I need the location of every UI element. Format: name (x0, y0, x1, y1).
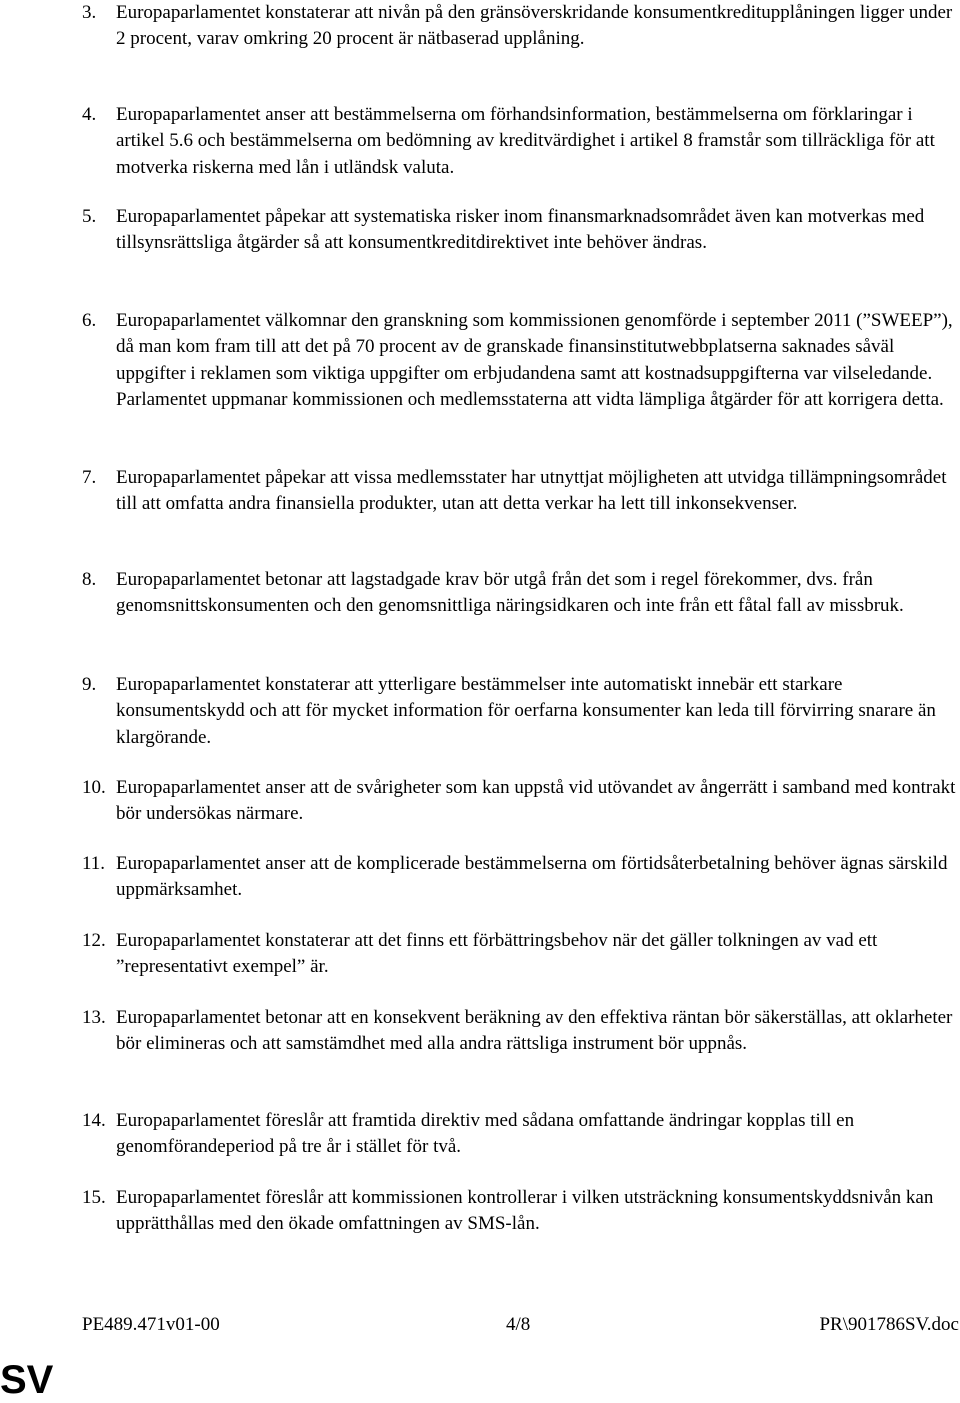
item-text: Europaparlamentet anser att de svårigheter som kan uppstå vid utövandet av ångerrätt i samband med kontrakt bör undersökas närmare. (116, 777, 956, 825)
item-text: Europaparlamentet välkomnar den granskning som kommissionen genomförde i september 2011 (”SWEEP”), då man kom fram till att det på 70 procent av de granskade finansinstitutwebbplatserna saknades såväl uppgifter i reklamen som viktiga uppgifter om erbjudandena samt att kostnadsuppgifterna var vilseledande. Parlamentet uppmanar kommissionen och medlemsstaterna att vidta lämpliga åtgärder för att korrigera detta. (116, 310, 953, 410)
item-text: Europaparlamentet anser att de komplicerade bestämmelserna om förtidsåterbetalning behöver ägnas särskild uppmärksamhet. (116, 853, 948, 901)
item-number: 15. (82, 1187, 106, 1208)
item-number: 5. (82, 206, 97, 227)
item-number: 11. (82, 853, 106, 874)
item-number: 4. (82, 104, 97, 125)
item-number: 3. (82, 2, 97, 23)
item-number: 14. (82, 1110, 106, 1131)
item-number: 7. (82, 467, 97, 488)
document-filename: PR\901786SV.doc (819, 1314, 959, 1335)
item-text: Europaparlamentet påpekar att systematiska risker inom finansmarknadsområdet även kan motverkas med tillsynsrättsliga åtgärder så att konsumentkreditdirektivet inte behöver ändras. (116, 206, 925, 254)
item-text: Europaparlamentet konstaterar att ytterligare bestämmelser inte automatiskt innebär ett starkare konsumentskydd och att för mycket information för oerfarna konsumenter kan leda till förvirring snarare än klargörande. (116, 674, 936, 748)
document-reference: PE489.471v01-00 (82, 1314, 220, 1335)
item-text: Europaparlamentet påpekar att vissa medlemsstater har utnyttjat möjligheten att utvidga tillämpningsområdet till att omfatta andra finansiella produkter, utan att detta verkar ha lett till inkonsekvenser. (116, 467, 947, 515)
item-text: Europaparlamentet betonar att en konsekvent beräkning av den effektiva räntan bör säkerställas, att oklarheter bör elimineras och att samstämdhet med alla andra rättsliga instrument bör uppnås. (116, 1007, 953, 1055)
item-number: 13. (82, 1007, 106, 1028)
item-text: Europaparlamentet föreslår att framtida direktiv med sådana omfattande ändringar kopplas till en genomförandeperiod på tre år i stället för två. (116, 1110, 855, 1158)
page-number: 4/8 (506, 1314, 531, 1335)
item-number: 6. (82, 310, 97, 331)
item-text: Europaparlamentet föreslår att kommissionen kontrollerar i vilken utsträckning konsumentskyddsnivån kan upprätthållas med den ökade omfattningen av SMS-lån. (116, 1187, 934, 1235)
language-code: SV (0, 1358, 54, 1402)
item-number: 9. (82, 674, 97, 695)
item-text: Europaparlamentet betonar att lagstadgade krav bör utgå från det som i regel förekommer, dvs. från genomsnittskonsumenten och den genomsnittliga näringsidkaren och inte från ett fåtal fall av missbruk. (116, 569, 904, 617)
item-text: Europaparlamentet anser att bestämmelserna om förhandsinformation, bestämmelserna om förklaringar i artikel 5.6 och bestämmelserna om bedömning av kreditvärdighet i artikel 8 framstår som tillräckliga för att motverka riskerna med lån i utländsk valuta. (116, 104, 935, 178)
item-number: 12. (82, 930, 106, 951)
item-text: Europaparlamentet konstaterar att det finns ett förbättringsbehov när det gäller tolkningen av vad ett ”representativt exempel” är. (116, 930, 878, 978)
item-text: Europaparlamentet konstaterar att nivån på den gränsöverskridande konsumentkreditupplåningen ligger under 2 procent, varav omkring 20 procent är nätbaserad upplåning. (116, 2, 953, 50)
item-number: 8. (82, 569, 97, 590)
item-number: 10. (82, 777, 106, 798)
